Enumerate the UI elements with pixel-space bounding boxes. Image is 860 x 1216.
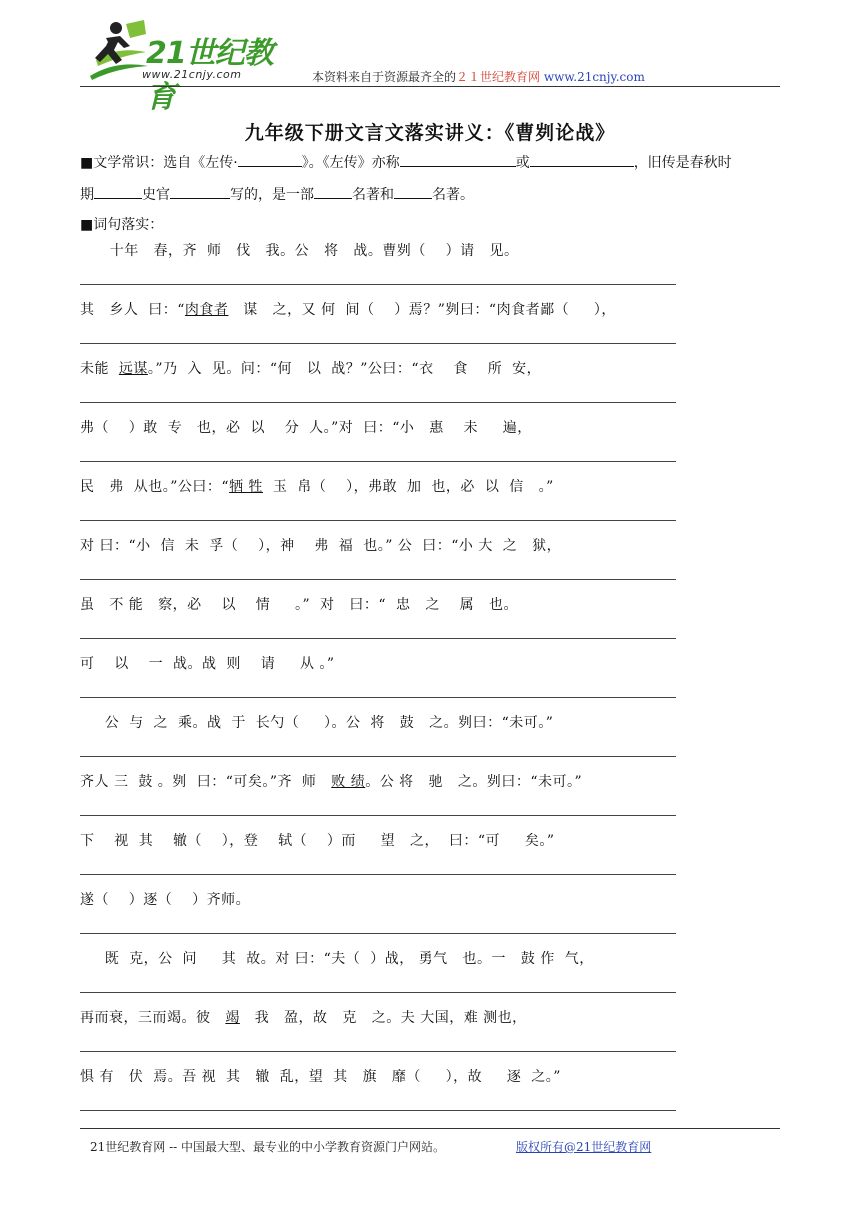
fill-blank[interactable] xyxy=(394,184,432,199)
line-text-segment: 民 弗 从也。”公曰：“ xyxy=(80,479,230,495)
header-note-site[interactable]: ２１世纪教育网 xyxy=(456,70,541,84)
line-text-segment: 遂（ ）逐（ ）齐师。 xyxy=(80,892,251,908)
header-note-link[interactable]: www.21cnjy.com xyxy=(543,70,645,84)
writing-rule xyxy=(80,638,676,639)
writing-rule xyxy=(80,874,676,875)
copyright-link[interactable]: 版权所有@21世纪教育网 xyxy=(516,1140,652,1154)
header-divider xyxy=(80,86,780,87)
writing-rule xyxy=(80,1051,676,1052)
knowledge-text: 》。《左传》亦称 xyxy=(301,155,400,171)
writing-rule xyxy=(80,284,676,285)
line-text-segment: 齐人 三 鼓 。刿 曰：“可矣。”齐 师 xyxy=(80,774,332,790)
text-line xyxy=(80,712,553,732)
line-text-segment: 弗（ ）敢 专 也，必 以 分 人。”对 曰：“小 惠 未 遍， xyxy=(80,420,532,436)
text-line xyxy=(80,358,541,378)
writing-rule xyxy=(80,402,676,403)
fill-blank[interactable] xyxy=(170,184,230,199)
line-text-segment: 。”乃 入 见。问：“何 以 战？”公曰：“衣 食 所 安， xyxy=(147,361,542,377)
page-header xyxy=(0,0,860,115)
knowledge-text: 史官 xyxy=(142,187,170,203)
runner-logo-icon xyxy=(86,16,150,82)
line-text-segment: 再而衰，三而竭。彼 xyxy=(80,1010,226,1026)
site-logo[interactable] xyxy=(86,16,286,115)
line-text-segment: 未能 xyxy=(80,361,119,377)
knowledge-text: 或 xyxy=(515,155,530,171)
knowledge-text: 名著。 xyxy=(432,187,474,203)
logo-brand-text: 21世纪教育 xyxy=(146,36,273,115)
underlined-term: 肉食者 xyxy=(184,302,229,318)
text-line xyxy=(80,653,335,673)
line-text-segment: 虽 不 能 察，必 以 情 。” 对 曰：“ 忠 之 属 也。 xyxy=(80,597,518,613)
knowledge-text: 期 xyxy=(80,187,94,203)
writing-rule xyxy=(80,343,676,344)
section-label: ■词句落实： xyxy=(80,217,164,233)
line-text-segment: 其 乡人 曰：“ xyxy=(80,302,185,318)
knowledge-line-2 xyxy=(80,184,474,204)
underlined-term: 牺 牲 xyxy=(229,479,264,495)
text-line xyxy=(80,535,561,555)
text-line xyxy=(80,299,616,319)
writing-rule xyxy=(80,579,676,580)
underlined-term: 败 绩 xyxy=(331,774,366,790)
knowledge-text: ，旧传是春秋时 xyxy=(633,155,732,171)
text-line xyxy=(80,1007,527,1027)
knowledge-text: 名著和 xyxy=(352,187,394,203)
line-text-segment: 玉 帛（ ），弗敢 加 也，必 以 信 。” xyxy=(263,479,554,495)
line-text-segment: 。公 将 驰 之。刿曰：“未可。” xyxy=(365,774,583,790)
line-text-segment: 十年 春，齐 师 伐 我。公 将 战。曹刿（ ）请 见。 xyxy=(80,243,519,259)
writing-rule xyxy=(80,1110,676,1111)
fill-blank[interactable] xyxy=(314,184,352,199)
fill-blank[interactable] xyxy=(530,152,634,167)
text-line xyxy=(80,830,554,850)
line-text-segment: 谋 之，又 何 间（ ）焉？”刿曰：“肉食者鄙（ ）， xyxy=(228,302,616,318)
text-line xyxy=(80,1066,561,1086)
writing-rule xyxy=(80,992,676,993)
footer-divider xyxy=(80,1128,780,1129)
writing-rule xyxy=(80,697,676,698)
writing-rule xyxy=(80,933,676,934)
text-line xyxy=(80,417,532,437)
text-line xyxy=(80,771,582,791)
header-note xyxy=(312,68,645,85)
line-text-segment: 下 视 其 辙（ ），登 轼（ ）而 望 之， 曰：“可 矣。” xyxy=(80,833,555,849)
line-text-segment: 既 克，公 问 其 故。对 曰：“夫（ ）战， 勇气 也。一 鼓 作 气， xyxy=(80,951,594,967)
fill-blank[interactable] xyxy=(238,152,302,167)
footer-text: 21世纪教育网 -- 中国最大型、最专业的中小学教育资源门户网站。 xyxy=(90,1140,446,1154)
knowledge-text: 写的，是一部 xyxy=(230,187,314,203)
line-text-segment: 对 曰：“小 信 未 孚（ ），神 弗 福 也。” 公 曰：“小 大 之 狱， xyxy=(80,538,562,554)
writing-rule xyxy=(80,520,676,521)
writing-rule xyxy=(80,815,676,816)
knowledge-line-1 xyxy=(80,152,732,172)
page-title: 九年级下册文言文落实讲义：《曹刿论战》 xyxy=(244,122,616,144)
logo-url-text: www.21cnjy.com xyxy=(142,68,242,81)
text-line xyxy=(80,240,519,260)
knowledge-text: ■文学常识：选自《左传· xyxy=(80,155,238,171)
line-text-segment: 可 以 一 战。战 则 请 从 。” xyxy=(80,656,335,672)
underlined-term: 远谋 xyxy=(118,361,148,377)
header-note-prefix: 本资料来自于资源最齐全的 xyxy=(312,70,457,84)
line-text-segment: 公 与 之 乘。战 于 长勺（ ）。公 将 鼓 之。刿曰：“未可。” xyxy=(80,715,554,731)
text-line xyxy=(80,948,594,968)
fill-blank[interactable] xyxy=(400,152,516,167)
text-line xyxy=(80,476,554,496)
text-line xyxy=(80,889,250,909)
fill-blank[interactable] xyxy=(94,184,142,199)
underlined-term: 竭 xyxy=(225,1010,240,1026)
writing-rule xyxy=(80,461,676,462)
line-text-segment: 惧 有 伏 焉。吾 视 其 辙 乱，望 其 旗 靡（ ），故 逐 之。” xyxy=(80,1069,561,1085)
writing-rule xyxy=(80,756,676,757)
line-text-segment: 我 盈，故 克 之。夫 大国，难 测也， xyxy=(239,1010,527,1026)
text-line xyxy=(80,594,518,614)
